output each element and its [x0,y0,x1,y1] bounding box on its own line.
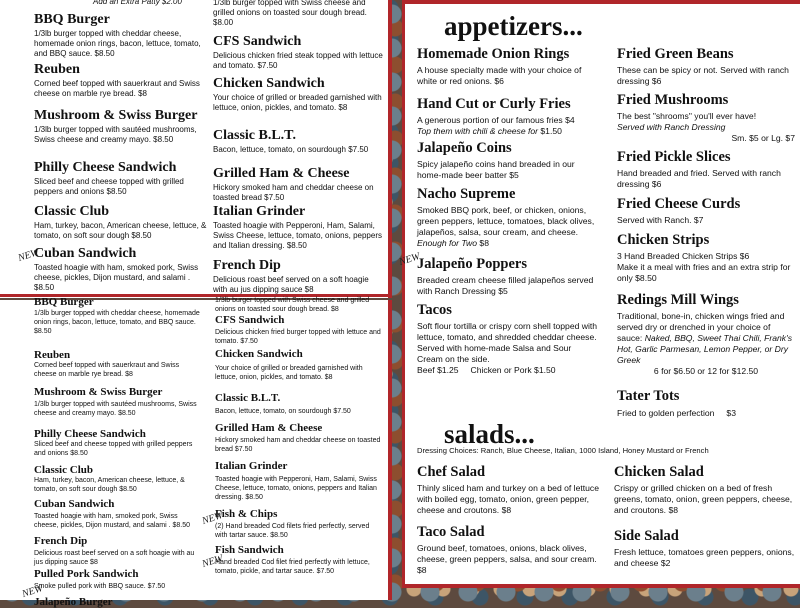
item-name-partial: BBQ Burger [34,296,94,308]
item-name: Fried Green Beans [617,46,734,62]
item-name: Chicken Salad [614,464,704,480]
menu-column-1 [34,296,202,608]
item-price: $6 [651,76,662,86]
item-name: Reuben [34,62,80,77]
menu-item [34,568,202,596]
item-name: CFS Sandwich [215,314,285,326]
item-name: CFS Sandwich [213,34,302,49]
menu-item [34,62,210,108]
appetizers-column-2 [617,46,795,419]
item-name: Grilled Ham & Cheese [215,422,323,434]
item-extra-price: $8.50 [635,273,657,283]
dressing-choices: Dressing Choices: Ranch, Blue Cheese, Italian, 1000 Island, Honey Mustard or French [417,446,709,455]
item-name: French Dip [213,258,281,273]
item-price: $8 [138,89,147,98]
item-desc: Toasted hoagie with Pepperoni, Ham, Salami, Swiss Cheese, lettuce, tomato, onions, peppers and Italian dressing. [215,476,377,501]
item-name: Fried Pickle Slices [617,149,731,165]
menu-item [417,96,599,140]
item-name: Classic Club [34,464,93,476]
item-price: $8 [479,238,489,248]
menu-item-partial [215,296,381,314]
item-desc: Corned beef topped with sauerkraut and Swiss cheese on marble rye bread. [34,79,200,98]
item-name: French Dip [34,535,88,547]
item-desc: Smoke pulled pork with BBQ sauce. [34,583,146,590]
item-name: Hand Cut or Curly Fries [417,96,571,112]
item-name: Chicken Sandwich [213,76,325,91]
item-desc: Fried to golden perfection [617,408,715,418]
item-price: Sm. $5 or Lg. $7 [731,133,795,143]
menu-panel-top-left [0,0,392,298]
menu-item [417,140,599,186]
item-name: Cuban Sandwich [34,498,115,510]
item-desc: Sliced beef and cheese topped with grilled peppers and onions [34,177,184,196]
item-name: Cuban Sandwich [34,246,137,261]
item-desc: Delicious chicken fried steak topped with lettuce and tomato. [213,51,383,70]
red-border [402,584,800,588]
item-desc: Bacon, lettuce, tomato, on sourdough [215,408,332,415]
item-name: Italian Grinder [213,204,306,219]
item-price-beef: Beef $1.25 [417,365,459,375]
menu-item [417,46,599,96]
item-price: $8 [338,103,348,112]
item-price: $8.50 [172,522,191,529]
item-desc: Traditional, bone-in, chicken wings fried and served dry or drenched in your choice of sauce: [617,311,785,343]
item-desc: Toasted hoagie with ham, smoked pork, Swiss cheese, pickles, Dijon mustard, and salami . [34,263,199,282]
item-name: Fish Sandwich [215,544,284,556]
item-desc: Toasted hoagie with Pepperoni, Ham, Salami, Swiss Cheese, lettuce, tomato, onions, peppers and Italian dressing. [213,221,382,250]
item-name: Redings Mill Wings [617,292,739,308]
item-price: $5 [509,170,519,180]
appetizers-title: appetizers... [444,11,583,41]
red-border [388,0,392,298]
item-price: 6 for $6.50 or 12 for $12.50 [653,366,759,376]
menu-item [34,309,202,349]
item-name: Classic Club [34,204,110,219]
menu-panel-right [397,0,800,588]
menu-item [213,76,383,128]
item-desc: Crispy or grilled chicken on a bed of fresh greens, tomato, onion, green peppers, cheese, and croutons. [614,483,793,515]
menu-item [215,508,381,544]
menu-item [34,246,210,293]
item-desc: Hand breaded and fried. Served with ranch dressing [617,168,781,189]
item-price: $8.50 [34,328,52,335]
item-desc: Soft flour tortilla or crispy corn shell topped with lettuce, tomato, and shredded cheddar cheese. Served with home-made Salsa and Sour Cream on the side. [417,321,598,364]
item-extra: Top them with chili & cheese for [417,126,539,136]
item-name: Fried Cheese Curds [617,196,741,212]
new-tag: NEW [200,553,225,570]
menu-item [417,186,599,256]
item-desc: Your choice of grilled or breaded garnished with lettuce, onion, pickles, and tomato. [213,93,382,112]
menu-item [417,524,603,576]
red-border [402,0,800,4]
menu-item [34,349,202,386]
item-desc: Thinly sliced ham and turkey on a bed of lettuce with boiled egg, tomato, onion, green pepper, cheese and croutons. [417,483,600,515]
item-price: $8.50 [245,494,263,501]
item-price: $8 [304,285,314,294]
item-desc: Sliced beef and cheese topped with grilled peppers and onions [34,441,193,457]
item-name: Grilled Ham & Cheese [213,166,350,181]
menu-item [215,544,381,576]
item-name: Classic B.L.T. [215,392,281,404]
item-price: $6 [739,251,750,261]
item-desc: The best "shrooms" you'll ever have! [617,111,757,121]
item-price: $8.00 [213,18,234,27]
item-name: Philly Cheese Sandwich [34,428,146,440]
item-price: $6 [651,179,662,189]
item-price: $8.50 [70,450,88,457]
item-sauces: Naked, BBQ, Sweet Thai Chili, Frank's Hot, Garlic Parmesan, Lemon Pepper, or Dry Greek [617,333,793,365]
red-border [388,300,392,600]
item-desc: Delicious roast beef served on a soft hoagie with au jus dipping sauce [34,550,195,566]
menu-item [417,256,599,302]
menu-item [215,348,381,392]
menu-item [417,302,599,376]
menu-item [34,108,210,160]
menu-item [617,46,795,92]
menu-item [34,204,210,246]
item-desc: Delicious roast beef served on a soft hoagie with au jus dipping sauce [213,275,369,294]
item-price: $8.50 [119,486,137,493]
item-desc: Served with Ranch. [617,215,692,225]
item-desc: Delicious chicken fried burger topped with lettuce and tomato. [215,329,381,345]
item-desc: Fresh lettuce, tomatoes green peppers, onions, and cheese [614,547,795,568]
menu-item [417,464,603,524]
salads-column-1 [417,464,603,576]
item-extra: Make it a meal with fries and an extra strip for only [617,262,791,283]
menu-panel-bottom-left [0,296,392,608]
item-desc: Ground beef, tomatoes, onions, black olives, cheese, green peppers, salsa, and sour cream. [417,543,597,564]
menu-item [213,166,383,204]
item-price: $8.50 [286,241,307,250]
menu-item [213,34,383,76]
item-price: $8 [324,374,333,381]
item-name: Mushroom & Swiss Burger [34,386,163,398]
salads-title: salads... [444,419,535,449]
menu-item [617,92,795,149]
item-price: $8.50 [153,135,174,144]
item-price: $8 [330,306,339,313]
menu-item [617,388,795,419]
item-price: $8 [125,371,133,378]
item-price: $8 [668,505,679,515]
menu-item [215,460,381,508]
new-tag: NEW [200,510,225,527]
item-name: Jalapeño Coins [417,140,512,156]
menu-item [34,428,202,464]
item-desc: A house specialty made with your choice of white or red onions. [417,65,582,86]
item-price: $8 [501,505,512,515]
item-price: $7.50 [257,61,278,70]
item-price: $4 [565,115,575,125]
new-tag: NEW [397,251,422,268]
item-desc: Breaded cream cheese filled jalapeños served with Ranch Dressing [417,275,594,296]
item-price: $8.50 [94,49,115,58]
menu-column-1 [34,12,210,293]
menu-column-2 [215,296,381,576]
menu-item [213,128,383,166]
item-desc: 1/3lb burger topped with sautéed mushrooms, Swiss cheese and creamy mayo. [34,401,197,417]
item-name: Classic B.L.T. [213,128,296,143]
item-price: $7 [693,215,704,225]
item-desc: 1/3lb burger topped with Swiss cheese and grilled onions on toasted sour dough bread. [215,297,370,313]
item-price: $7.50 [348,145,369,154]
item-price: $5 [498,286,508,296]
menu-item [213,204,383,258]
item-name: Fried Mushrooms [617,92,729,108]
item-desc: 1/3lb burger topped with cheddar cheese, homemade onion rings, bacon, lettuce, tomato, and BBQ sauce. [34,310,200,326]
item-price: $7.50 [316,568,335,575]
appetizers-column-1 [417,46,599,376]
new-tag: NEW [16,247,41,264]
menu-item [617,232,795,292]
menu-item [614,528,796,569]
partial-line: Add an Extra Patty $2.00 [93,0,182,6]
red-border [402,0,405,588]
menu-item [34,386,202,428]
menu-item [614,464,796,528]
item-price: $8 [90,559,98,566]
menu-item [34,12,210,62]
item-desc: Toasted hoagie with ham, smoked pork, Swiss cheese, pickles, Dijon mustard, and salami . [34,513,178,529]
item-desc: A generous portion of our famous fries [417,115,563,125]
item-desc: Bacon, lettuce, tomato, on sourdough [213,145,346,154]
item-desc: Hickory smoked ham and cheddar cheese on toasted bread [215,437,381,453]
item-name: Fish & Chips [215,508,278,520]
item-desc: (2) Hand breaded Cod filets fried perfectly, served with tartar sauce. [215,523,370,539]
item-extra-price: $1.50 [540,126,562,136]
item-desc: Ham, turkey, bacon, American cheese, lettuce, & tomato, on soft sour dough [34,221,207,240]
menu-item [215,314,381,348]
item-price: $3 [726,408,736,418]
item-name: Reuben [34,349,71,361]
item-desc: Smoked BBQ pork, beef, or chicken, onions, green peppers, lettuce, tomatoes, black olives, jalapeños, salsa, sour cream, and cheese. [417,205,595,237]
menu-item [213,258,383,295]
item-name: Chicken Strips [617,232,710,248]
salads-column-2 [614,464,796,569]
menu-item [34,464,202,498]
item-desc: Corned beef topped with sauerkraut and Swiss cheese on marble rye bread. [34,362,180,378]
item-name: Tater Tots [617,388,680,404]
item-price: $8.50 [270,532,288,539]
item-name: BBQ Burger [34,12,110,27]
new-tag: NEW [20,583,45,600]
item-name: Philly Cheese Sandwich [34,160,177,175]
item-name: Chef Salad [417,464,486,480]
item-desc: Ham, turkey, bacon, American cheese, lettuce, & tomato, on soft sour dough [34,477,185,493]
item-price: $6 [494,76,504,86]
menu-column-2 [213,0,383,295]
item-extra: Served with Ranch Dressing [617,122,726,132]
item-desc: 1/3lb burger topped with sautéed mushrooms, Swiss cheese and creamy mayo. [34,125,197,144]
item-price: $8.50 [34,283,55,292]
menu-item [617,292,795,388]
item-name: Tacos [417,302,452,318]
menu-item-partial [213,0,383,34]
item-name: Chicken Sandwich [215,348,303,360]
item-price: $7.50 [234,446,253,453]
item-desc: Hand breaded Cod filet fried perfectly with lettuce, tomato, pickle, and tartar sauce. [215,559,370,575]
item-price: $7.50 [264,193,285,202]
item-desc: 1/3lb burger topped with Swiss cheese and grilled onions on toasted sour dough bread. [213,0,367,17]
menu-item [617,149,795,196]
item-desc: 3 Hand Breaded Chicken Strips [617,251,738,261]
item-name: Jalapeño Poppers [417,256,527,272]
item-price: $7.50 [240,338,258,345]
item-name: Side Salad [614,528,679,544]
item-price: $8.50 [106,187,127,196]
item-name: Taco Salad [417,524,485,540]
item-price: $7.50 [333,408,351,415]
item-desc: Spicy jalapeño coins hand breaded in our home-made beer batter [417,159,575,180]
item-price: $8.50 [118,410,136,417]
menu-item [215,392,381,422]
item-name: Pulled Pork Sandwich [34,568,139,580]
item-desc: These can be spicy or not. Served with ranch dressing [617,65,789,86]
item-price: $2 [660,558,671,568]
item-name: Jalapeño Burger [34,596,113,608]
menu-item [34,498,202,535]
menu-item [215,422,381,460]
item-desc: 1/3lb burger topped with cheddar cheese, homemade onion rings, bacon, lettuce, tomato, and BBQ sauce. [34,29,201,58]
item-desc: Hickory smoked ham and cheddar cheese on toasted bread [213,183,374,202]
menu-item [34,535,202,568]
item-extra: Enough for Two [417,238,478,248]
item-price: $8 [417,565,427,575]
item-price-chicken: Chicken or Pork $1.50 [470,365,556,375]
menu-item [617,196,795,232]
item-name: Nacho Supreme [417,186,516,202]
item-name: Italian Grinder [215,460,288,472]
item-name: Homemade Onion Rings [417,46,570,62]
item-price: $8.50 [131,231,152,240]
item-price: $7.50 [147,583,166,590]
item-desc: Your choice of grilled or breaded garnished with lettuce, onion, pickles, and tomato. [215,365,363,381]
item-name: Mushroom & Swiss Burger [34,108,198,123]
menu-item [34,160,210,204]
